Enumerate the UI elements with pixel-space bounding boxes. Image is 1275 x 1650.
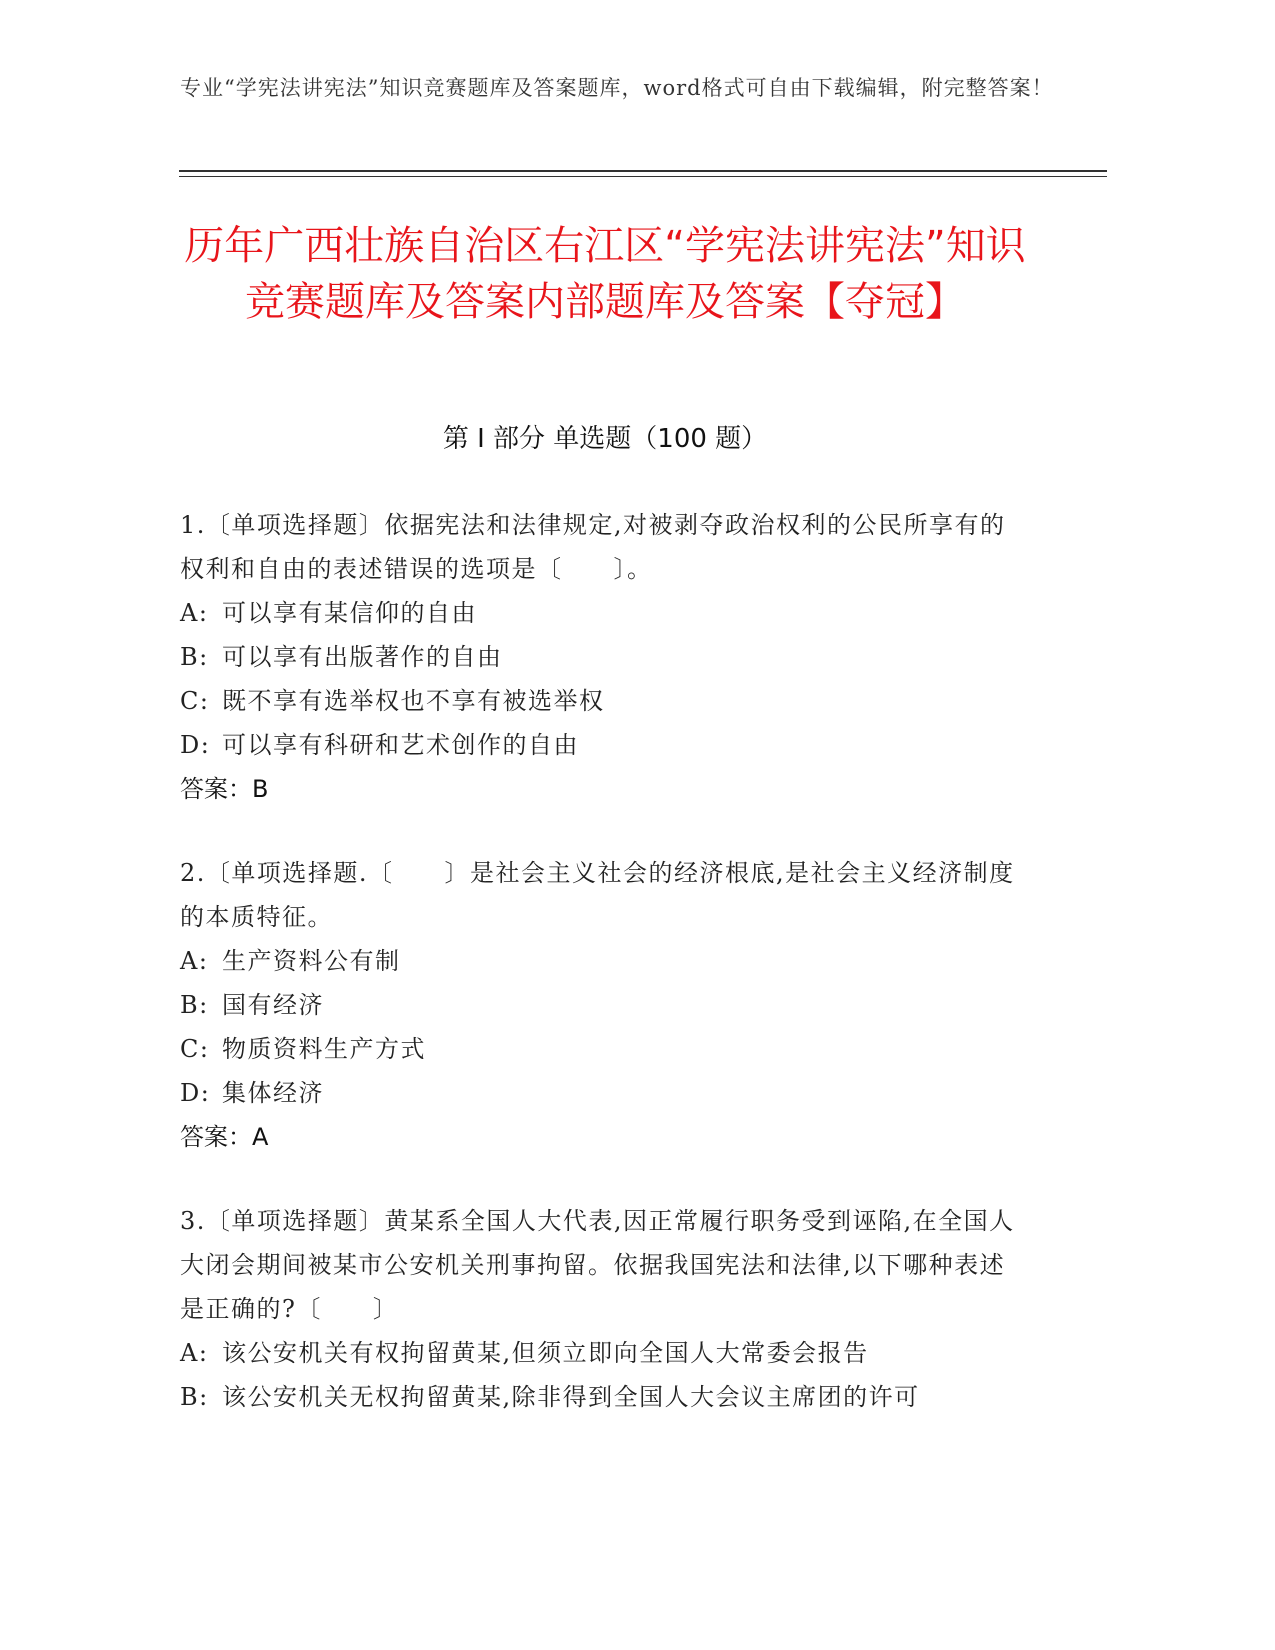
option-d <box>180 723 1030 767</box>
answer-line: 答案：A <box>180 1123 269 1151</box>
option-text: 可以享有科研和艺术创作的自由 <box>222 731 579 759</box>
option-b <box>180 635 1030 679</box>
option-key: D: <box>180 731 211 759</box>
option-a <box>180 939 1030 983</box>
option-b <box>180 983 1030 1027</box>
option-b <box>180 1375 1030 1419</box>
option-text: 国有经济 <box>222 991 324 1019</box>
option-key: B: <box>180 991 209 1019</box>
option-key: C: <box>180 687 210 715</box>
header-note: 专业“学宪法讲宪法”知识竞赛题库及答案题库，word格式可自由下载编辑，附完整答案！ <box>180 76 1054 100</box>
option-text: 既不享有选举权也不享有被选举权 <box>222 687 605 715</box>
option-text: 集体经济 <box>222 1079 324 1107</box>
question-text: 1.〔单项选择题〕依据宪法和法律规定,对被剥夺政治权利的公民所享有的权利和自由的表述错误的选项是〔 〕。 <box>180 511 1006 583</box>
section-heading: 第 I 部分 单选题（100 题） <box>442 424 768 454</box>
option-key: B: <box>180 1383 209 1411</box>
option-text: 该公安机关有权拘留黄某,但须立即向全国人大常委会报告 <box>222 1339 869 1367</box>
question-2 <box>180 851 1030 1159</box>
option-c <box>180 679 1030 723</box>
option-text: 可以享有出版著作的自由 <box>222 643 503 671</box>
question-list <box>180 503 1030 1459</box>
option-a <box>180 1331 1030 1375</box>
option-key: A: <box>180 599 209 627</box>
option-key: B: <box>180 643 209 671</box>
header-divider-thin <box>179 176 1107 177</box>
option-key: A: <box>180 947 209 975</box>
document-title: 历年广西壮族自治区右江区“学宪法讲宪法”知识竞赛题库及答案内部题库及答案【夺冠】 <box>184 223 1026 325</box>
option-text: 物质资料生产方式 <box>222 1035 426 1063</box>
option-key: C: <box>180 1035 210 1063</box>
option-d <box>180 1071 1030 1115</box>
option-key: A: <box>180 1339 209 1367</box>
question-text: 3.〔单项选择题〕黄某系全国人大代表,因正常履行职务受到诬陷,在全国人大闭会期间被某市公安机关刑事拘留。依据我国宪法和法律,以下哪种表述是正确的?〔 〕 <box>180 1207 1015 1323</box>
option-key: D: <box>180 1079 211 1107</box>
question-3 <box>180 1199 1030 1419</box>
answer-line: 答案：B <box>180 775 269 803</box>
option-text: 可以享有某信仰的自由 <box>222 599 477 627</box>
header-divider-thick <box>179 170 1107 172</box>
option-c <box>180 1027 1030 1071</box>
option-a <box>180 591 1030 635</box>
question-text: 2.〔单项选择题.〔 〕是社会主义社会的经济根底,是社会主义经济制度的本质特征。 <box>180 859 1015 931</box>
option-text: 该公安机关无权拘留黄某,除非得到全国人大会议主席团的许可 <box>222 1383 920 1411</box>
option-text: 生产资料公有制 <box>222 947 401 975</box>
question-1 <box>180 503 1030 811</box>
